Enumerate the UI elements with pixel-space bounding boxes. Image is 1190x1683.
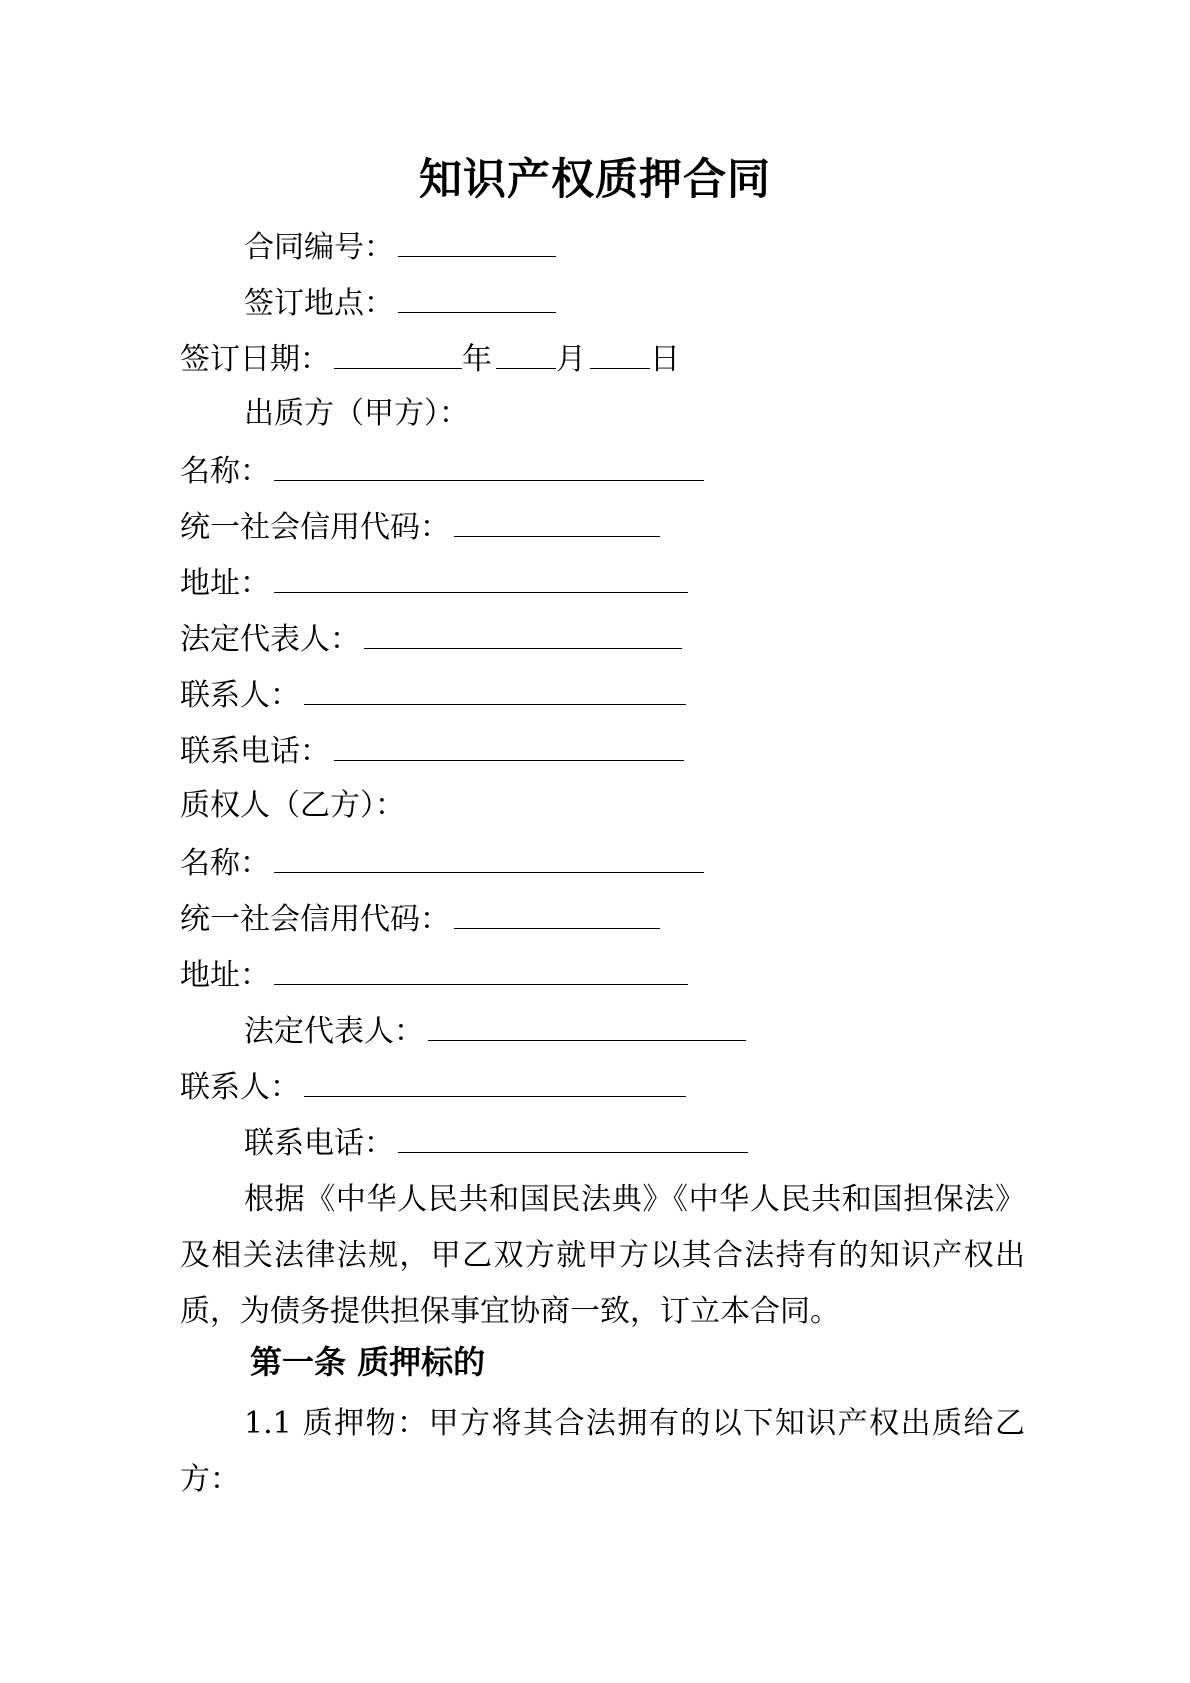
party-b-name-label: 名称： xyxy=(180,846,270,881)
party-b-credit-code-label: 统一社会信用代码： xyxy=(180,902,450,937)
party-a-credit-code-line xyxy=(180,506,660,546)
contract-no-label: 合同编号： xyxy=(244,230,394,265)
sign-day-blank[interactable] xyxy=(590,338,650,369)
sign-place-line xyxy=(244,282,556,322)
party-b-legal-rep-line xyxy=(244,1010,746,1050)
party-a-header: 出质方（甲方）： xyxy=(244,396,469,431)
sign-date-line xyxy=(180,338,680,378)
page-title: 知识产权质押合同 xyxy=(419,155,771,205)
party-b-legal-rep-blank[interactable] xyxy=(428,1010,746,1041)
party-b-phone-label: 联系电话： xyxy=(244,1126,394,1161)
party-a-address-blank[interactable] xyxy=(274,562,688,593)
party-b-credit-code-line xyxy=(180,898,660,938)
party-a-credit-code-blank[interactable] xyxy=(454,506,660,537)
article-1-heading: 第一条 质押标的 xyxy=(250,1343,486,1381)
party-a-name-label: 名称： xyxy=(180,454,270,489)
day-label: 日 xyxy=(650,342,680,377)
party-b-contact-blank[interactable] xyxy=(304,1066,686,1097)
party-a-phone-blank[interactable] xyxy=(334,730,684,761)
preamble-paragraph: 根据《中华人民共和国民法典》《中华人民共和国担保法》及相关法律法规，甲乙双方就甲方以其合法持有的知识产权出质，为债务提供担保事宜协商一致，订立本合同。 xyxy=(180,1182,1025,1329)
party-b-name-blank[interactable] xyxy=(274,842,704,873)
party-b-contact-label: 联系人： xyxy=(180,1070,300,1105)
party-a-name-line xyxy=(180,450,704,490)
party-a-address-label: 地址： xyxy=(180,566,270,601)
party-a-legal-rep-blank[interactable] xyxy=(364,618,682,649)
contract-no-line xyxy=(244,226,556,266)
party-b-address-blank[interactable] xyxy=(274,954,688,985)
sign-date-label: 签订日期： xyxy=(180,342,330,377)
party-b-contact-line xyxy=(180,1066,686,1106)
contract-no-blank[interactable] xyxy=(398,226,556,257)
party-b-address-label: 地址： xyxy=(180,958,270,993)
article-1-1-paragraph: 1.1 质押物：甲方将其合法拥有的以下知识产权出质给乙方： xyxy=(180,1406,1025,1497)
party-a-phone-line xyxy=(180,730,684,770)
party-a-contact-label: 联系人： xyxy=(180,678,300,713)
party-a-address-line xyxy=(180,562,688,602)
sign-place-blank[interactable] xyxy=(398,282,556,313)
month-label: 月 xyxy=(556,342,586,377)
party-b-phone-blank[interactable] xyxy=(398,1122,748,1153)
party-b-header: 质权人（乙方）： xyxy=(180,788,405,823)
sign-place-label: 签订地点： xyxy=(244,286,394,321)
party-b-address-line xyxy=(180,954,688,994)
party-a-phone-label: 联系电话： xyxy=(180,734,330,769)
party-b-credit-code-blank[interactable] xyxy=(454,898,660,929)
year-label: 年 xyxy=(462,342,492,377)
party-b-phone-line xyxy=(244,1122,748,1162)
party-a-contact-line xyxy=(180,674,686,714)
party-b-name-line xyxy=(180,842,704,882)
party-a-name-blank[interactable] xyxy=(274,450,704,481)
party-a-contact-blank[interactable] xyxy=(304,674,686,705)
party-a-legal-rep-line xyxy=(180,618,682,658)
sign-year-blank[interactable] xyxy=(334,338,462,369)
party-b-legal-rep-label: 法定代表人： xyxy=(244,1014,424,1049)
party-a-credit-code-label: 统一社会信用代码： xyxy=(180,510,450,545)
sign-month-blank[interactable] xyxy=(496,338,556,369)
party-a-legal-rep-label: 法定代表人： xyxy=(180,622,360,657)
